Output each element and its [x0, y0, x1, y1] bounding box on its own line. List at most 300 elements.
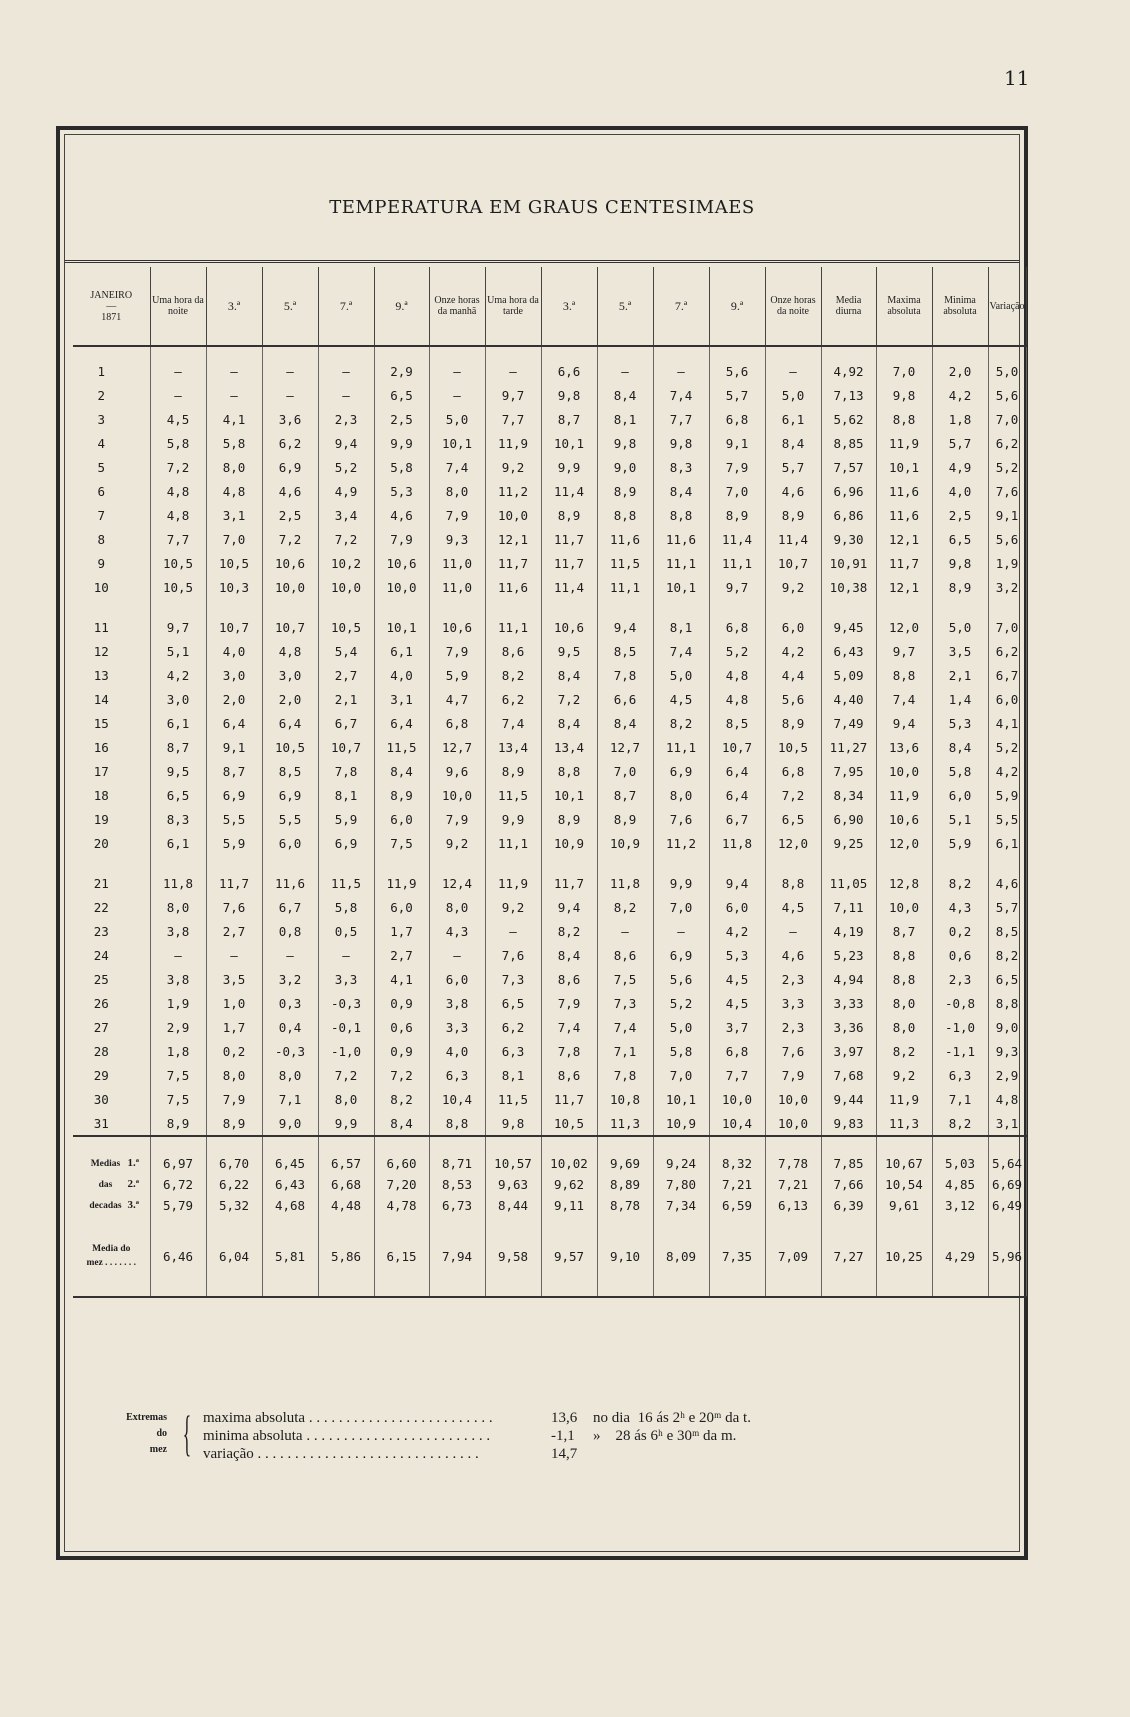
data-cell: 8,0: [150, 895, 206, 919]
data-cell: 2,1: [318, 687, 374, 711]
data-cell: 4,5: [765, 895, 821, 919]
data-cell: 0,2: [206, 1039, 262, 1063]
table-row: [73, 1015, 1026, 1039]
data-cell: 7,0: [876, 346, 932, 383]
data-cell: 11,6: [653, 527, 709, 551]
data-cell: 2,0: [262, 687, 318, 711]
data-cell: 7,4: [653, 639, 709, 663]
data-cell: 2,9: [374, 346, 429, 383]
table-row: [73, 551, 1026, 575]
data-cell: 9,2: [429, 831, 485, 855]
data-cell: -1,0: [318, 1039, 374, 1063]
data-cell: —: [206, 943, 262, 967]
data-cell: 10,38: [821, 575, 876, 599]
data-cell: 7,68: [821, 1063, 876, 1087]
data-cell: 8,8: [765, 855, 821, 895]
data-cell: 4,2: [709, 919, 765, 943]
data-cell: 6,43: [262, 1174, 318, 1195]
data-cell: 2,0: [206, 687, 262, 711]
data-cell: 2,9: [150, 1015, 206, 1039]
data-cell: 12,1: [485, 527, 541, 551]
data-cell: 1,4: [932, 687, 988, 711]
data-cell: 4,6: [765, 943, 821, 967]
data-cell: 6,49: [988, 1195, 1026, 1216]
data-cell: 2,7: [206, 919, 262, 943]
data-cell: 10,0: [709, 1087, 765, 1111]
data-cell: 7,7: [653, 407, 709, 431]
data-cell: 6,5: [485, 991, 541, 1015]
data-cell: 8,2: [932, 855, 988, 895]
data-cell: 6,1: [765, 407, 821, 431]
data-cell: 7,34: [653, 1195, 709, 1216]
data-cell: 12,0: [876, 831, 932, 855]
table-row: [73, 663, 1026, 687]
extremes-label-line2: do: [156, 1428, 167, 1439]
data-cell: 11,7: [206, 855, 262, 895]
data-cell: 7,9: [765, 1063, 821, 1087]
data-cell: 6,3: [932, 1063, 988, 1087]
data-cell: 8,9: [765, 503, 821, 527]
data-cell: —: [597, 919, 653, 943]
data-cell: 11,9: [876, 1087, 932, 1111]
data-cell: 9,0: [597, 455, 653, 479]
data-cell: 4,1: [206, 407, 262, 431]
data-cell: 7,49: [821, 711, 876, 735]
data-cell: 10,7: [709, 735, 765, 759]
data-cell: —: [485, 346, 541, 383]
data-cell: 8,0: [653, 783, 709, 807]
frame-inner-border: [64, 134, 1025, 1552]
data-cell: 5,8: [150, 431, 206, 455]
data-cell: 0,5: [318, 919, 374, 943]
data-cell: —: [318, 346, 374, 383]
data-cell: 6,43: [821, 639, 876, 663]
data-cell: 6,6: [597, 687, 653, 711]
data-cell: 5,5: [206, 807, 262, 831]
data-cell: 8,78: [597, 1195, 653, 1216]
table-row: [73, 455, 1026, 479]
data-cell: 2,0: [932, 346, 988, 383]
data-cell: 9,1: [709, 431, 765, 455]
data-cell: 4,4: [765, 663, 821, 687]
data-cell: 9,9: [541, 455, 597, 479]
day-number: 6: [97, 483, 106, 499]
data-cell: 8,9: [709, 503, 765, 527]
data-cell: 6,1: [150, 831, 206, 855]
table-row: [73, 479, 1026, 503]
data-cell: —: [262, 346, 318, 383]
column-header: Uma hora da noite: [150, 267, 206, 346]
data-cell: 7,11: [821, 895, 876, 919]
data-cell: 7,2: [262, 527, 318, 551]
data-cell: 8,3: [150, 807, 206, 831]
data-cell: 9,57: [541, 1216, 597, 1297]
data-cell: 8,9: [597, 479, 653, 503]
data-cell: 6,46: [150, 1216, 206, 1297]
data-cell: —: [150, 383, 206, 407]
data-cell: 8,4: [541, 943, 597, 967]
data-cell: 8,09: [653, 1216, 709, 1297]
data-cell: 0,8: [262, 919, 318, 943]
data-cell: 10,5: [318, 599, 374, 639]
data-cell: 9,9: [374, 431, 429, 455]
data-cell: 6,9: [262, 783, 318, 807]
data-cell: 3,6: [262, 407, 318, 431]
data-cell: 9,63: [485, 1174, 541, 1195]
data-cell: 6,9: [206, 783, 262, 807]
data-cell: 6,9: [653, 943, 709, 967]
data-cell: 11,7: [541, 1087, 597, 1111]
header-row: [73, 267, 1026, 346]
data-cell: 7,9: [429, 503, 485, 527]
day-number: 18: [93, 787, 109, 803]
data-cell: 11,3: [597, 1111, 653, 1136]
data-cell: 7,94: [429, 1216, 485, 1297]
data-cell: 8,4: [597, 711, 653, 735]
data-cell: 6,22: [206, 1174, 262, 1195]
data-cell: 6,15: [374, 1216, 429, 1297]
table-row: [73, 711, 1026, 735]
extreme-when: no dia 16 ás 2ʰ e 20ᵐ da t.: [593, 1410, 751, 1426]
data-cell: 4,68: [262, 1195, 318, 1216]
data-cell: 7,20: [374, 1174, 429, 1195]
data-cell: 0,9: [374, 991, 429, 1015]
column-header: 7.ª: [653, 267, 709, 346]
table-row: [73, 783, 1026, 807]
data-cell: 5,8: [318, 895, 374, 919]
day-number: 21: [93, 875, 109, 891]
data-cell: 11,4: [541, 479, 597, 503]
data-cell: 9,2: [485, 895, 541, 919]
data-cell: 4,8: [150, 479, 206, 503]
data-cell: 7,0: [988, 599, 1026, 639]
data-cell: 9,7: [709, 575, 765, 599]
data-cell: 0,9: [374, 1039, 429, 1063]
data-cell: 9,61: [876, 1195, 932, 1216]
table-row: [73, 527, 1026, 551]
data-cell: 12,7: [429, 735, 485, 759]
data-cell: 3,1: [374, 687, 429, 711]
data-cell: 4,2: [988, 759, 1026, 783]
data-cell: —: [318, 943, 374, 967]
data-cell: 11,9: [485, 855, 541, 895]
table-row: [73, 383, 1026, 407]
data-cell: 4,6: [988, 855, 1026, 895]
data-cell: 6,1: [150, 711, 206, 735]
data-cell: 2,7: [318, 663, 374, 687]
column-header: Onze horas da manhã: [429, 267, 485, 346]
data-cell: 11,1: [653, 735, 709, 759]
data-cell: 8,0: [876, 991, 932, 1015]
data-cell: 9,4: [318, 431, 374, 455]
data-cell: 10,5: [765, 735, 821, 759]
data-cell: 7,6: [653, 807, 709, 831]
day-number: 27: [93, 1019, 109, 1035]
data-cell: 11,9: [876, 783, 932, 807]
data-cell: 10,0: [429, 783, 485, 807]
data-cell: 8,9: [597, 807, 653, 831]
data-cell: 9,7: [150, 599, 206, 639]
data-cell: 7,27: [821, 1216, 876, 1297]
data-cell: 3,3: [765, 991, 821, 1015]
data-cell: 5,4: [318, 639, 374, 663]
data-cell: 9,6: [429, 759, 485, 783]
data-cell: 7,0: [597, 759, 653, 783]
table-row: [73, 575, 1026, 599]
data-cell: 4,85: [932, 1174, 988, 1195]
data-cell: 8,7: [206, 759, 262, 783]
table-row: [73, 1063, 1026, 1087]
data-cell: 9,11: [541, 1195, 597, 1216]
data-cell: 7,9: [429, 639, 485, 663]
data-cell: 13,4: [485, 735, 541, 759]
title-divider: [65, 260, 1019, 263]
data-cell: 1,9: [150, 991, 206, 1015]
data-cell: 5,2: [709, 639, 765, 663]
data-cell: 9,7: [485, 383, 541, 407]
data-cell: 10,25: [876, 1216, 932, 1297]
monthly-label-line: mez . . . . . . .: [86, 1258, 137, 1268]
data-cell: 6,3: [429, 1063, 485, 1087]
data-cell: 5,7: [765, 455, 821, 479]
data-cell: 10,4: [709, 1111, 765, 1136]
data-cell: 9,8: [876, 383, 932, 407]
data-cell: 5,1: [932, 807, 988, 831]
data-cell: 7,7: [150, 527, 206, 551]
data-cell: 9,2: [485, 455, 541, 479]
data-cell: 10,6: [374, 551, 429, 575]
day-number: 26: [93, 995, 109, 1011]
data-cell: 9,4: [876, 711, 932, 735]
data-cell: —: [206, 346, 262, 383]
data-cell: 10,1: [541, 431, 597, 455]
data-cell: -1,0: [932, 1015, 988, 1039]
table-row: [73, 735, 1026, 759]
data-cell: 8,4: [653, 479, 709, 503]
data-cell: 6,6: [541, 346, 597, 383]
data-cell: 3,2: [262, 967, 318, 991]
data-cell: 10,1: [653, 575, 709, 599]
data-cell: 11,0: [429, 551, 485, 575]
data-cell: 7,85: [821, 1136, 876, 1174]
data-cell: 2,7: [374, 943, 429, 967]
table-body: [73, 346, 1026, 1297]
extreme-name: variação: [203, 1446, 254, 1462]
data-cell: 8,1: [597, 407, 653, 431]
data-cell: 3,0: [206, 663, 262, 687]
data-cell: 13,6: [876, 735, 932, 759]
data-cell: 7,5: [150, 1087, 206, 1111]
table-row: [73, 1087, 1026, 1111]
data-cell: 11,4: [765, 527, 821, 551]
data-cell: 3,12: [932, 1195, 988, 1216]
data-cell: —: [485, 919, 541, 943]
data-cell: 8,2: [541, 919, 597, 943]
data-cell: 3,8: [429, 991, 485, 1015]
data-cell: 11,2: [485, 479, 541, 503]
data-cell: 10,2: [318, 551, 374, 575]
data-cell: 5,79: [150, 1195, 206, 1216]
table-row: [73, 431, 1026, 455]
data-cell: 11,6: [262, 855, 318, 895]
table-row: [73, 967, 1026, 991]
data-cell: 6,2: [262, 431, 318, 455]
data-cell: 11,0: [429, 575, 485, 599]
data-cell: 8,8: [876, 943, 932, 967]
data-cell: 11,9: [485, 431, 541, 455]
data-cell: 8,4: [541, 711, 597, 735]
data-cell: 10,7: [765, 551, 821, 575]
data-cell: 10,6: [541, 599, 597, 639]
data-cell: 11,1: [653, 551, 709, 575]
data-cell: 8,4: [597, 383, 653, 407]
data-cell: 4,78: [374, 1195, 429, 1216]
data-cell: 5,0: [988, 346, 1026, 383]
data-cell: 6,1: [988, 831, 1026, 855]
data-cell: 9,7: [876, 639, 932, 663]
data-cell: 7,4: [429, 455, 485, 479]
page-number: 11: [1004, 66, 1030, 90]
data-cell: 6,2: [988, 639, 1026, 663]
data-cell: 9,5: [541, 639, 597, 663]
day-number: 17: [93, 763, 109, 779]
data-cell: 11,2: [653, 831, 709, 855]
data-cell: 3,5: [206, 967, 262, 991]
data-cell: 11,6: [597, 527, 653, 551]
data-cell: 8,0: [206, 1063, 262, 1087]
data-cell: —: [429, 943, 485, 967]
data-cell: 0,3: [262, 991, 318, 1015]
data-cell: 7,2: [318, 1063, 374, 1087]
decade-name: 2.ª: [127, 1178, 140, 1190]
data-cell: 7,8: [318, 759, 374, 783]
data-cell: 9,4: [597, 599, 653, 639]
data-cell: 1,7: [374, 919, 429, 943]
data-cell: 11,1: [597, 575, 653, 599]
data-cell: 7,1: [597, 1039, 653, 1063]
day-number: 14: [93, 691, 109, 707]
extreme-line: [203, 1410, 751, 1428]
data-cell: 7,21: [709, 1174, 765, 1195]
data-cell: 3,0: [150, 687, 206, 711]
data-cell: —: [318, 383, 374, 407]
extremes-label: [107, 1410, 167, 1458]
data-cell: 10,0: [374, 575, 429, 599]
data-cell: 9,10: [597, 1216, 653, 1297]
data-cell: 3,1: [988, 1111, 1026, 1136]
data-cell: 9,0: [262, 1111, 318, 1136]
data-cell: 8,8: [653, 503, 709, 527]
data-cell: 6,57: [318, 1136, 374, 1174]
data-cell: 2,1: [932, 663, 988, 687]
data-cell: 10,3: [206, 575, 262, 599]
data-cell: 8,8: [988, 991, 1026, 1015]
data-cell: 5,5: [988, 807, 1026, 831]
data-cell: 0,2: [932, 919, 988, 943]
data-cell: 6,0: [262, 831, 318, 855]
data-cell: 6,0: [932, 783, 988, 807]
data-cell: 6,59: [709, 1195, 765, 1216]
extreme-value: 14,7: [551, 1446, 578, 1462]
data-cell: 5,8: [206, 431, 262, 455]
data-cell: 6,7: [709, 807, 765, 831]
data-cell: 3,33: [821, 991, 876, 1015]
data-cell: 3,2: [988, 575, 1026, 599]
column-header: Variação: [988, 267, 1026, 346]
data-cell: 8,44: [485, 1195, 541, 1216]
data-cell: 7,4: [485, 711, 541, 735]
data-cell: 10,91: [821, 551, 876, 575]
data-cell: 5,86: [318, 1216, 374, 1297]
data-cell: 1,8: [150, 1039, 206, 1063]
data-cell: 10,0: [485, 503, 541, 527]
data-cell: 5,0: [653, 1015, 709, 1039]
data-cell: 4,8: [988, 1087, 1026, 1111]
data-cell: 11,6: [485, 575, 541, 599]
data-cell: 9,9: [485, 807, 541, 831]
data-cell: 6,72: [150, 1174, 206, 1195]
data-cell: -1,1: [932, 1039, 988, 1063]
data-cell: 11,05: [821, 855, 876, 895]
data-cell: 3,97: [821, 1039, 876, 1063]
data-cell: 5,7: [932, 431, 988, 455]
data-cell: 6,8: [709, 407, 765, 431]
data-cell: 10,7: [262, 599, 318, 639]
data-cell: 7,0: [206, 527, 262, 551]
data-cell: 6,70: [206, 1136, 262, 1174]
data-cell: 8,2: [932, 1111, 988, 1136]
data-cell: 8,7: [150, 735, 206, 759]
data-cell: 9,5: [150, 759, 206, 783]
data-cell: 10,7: [206, 599, 262, 639]
data-cell: 3,8: [150, 919, 206, 943]
day-number: 20: [93, 835, 109, 851]
data-cell: 10,0: [262, 575, 318, 599]
data-cell: 0,4: [262, 1015, 318, 1039]
data-cell: 5,0: [653, 663, 709, 687]
data-cell: 4,8: [150, 503, 206, 527]
data-cell: 9,69: [597, 1136, 653, 1174]
data-cell: 3,7: [709, 1015, 765, 1039]
data-cell: 9,62: [541, 1174, 597, 1195]
data-cell: 5,7: [709, 383, 765, 407]
data-cell: 6,0: [374, 895, 429, 919]
data-cell: 7,5: [597, 967, 653, 991]
data-cell: 8,6: [541, 1063, 597, 1087]
table-row: [73, 855, 1026, 895]
data-cell: 9,2: [876, 1063, 932, 1087]
data-cell: 7,6: [206, 895, 262, 919]
data-cell: 6,04: [206, 1216, 262, 1297]
table-frame: [56, 126, 1028, 1560]
data-cell: 5,2: [988, 455, 1026, 479]
data-cell: 11,5: [597, 551, 653, 575]
data-cell: 8,0: [206, 455, 262, 479]
data-cell: 10,6: [429, 599, 485, 639]
data-cell: 2,5: [932, 503, 988, 527]
data-cell: 1,0: [206, 991, 262, 1015]
data-cell: 8,0: [429, 895, 485, 919]
data-cell: 11,1: [485, 831, 541, 855]
data-cell: 11,3: [876, 1111, 932, 1136]
data-cell: 2,5: [262, 503, 318, 527]
data-cell: 8,2: [876, 1039, 932, 1063]
data-cell: 10,5: [541, 1111, 597, 1136]
data-cell: 4,92: [821, 346, 876, 383]
data-cell: 7,1: [932, 1087, 988, 1111]
data-cell: 8,0: [876, 1015, 932, 1039]
extreme-when: » 28 ás 6ʰ e 30ᵐ da m.: [593, 1428, 737, 1444]
